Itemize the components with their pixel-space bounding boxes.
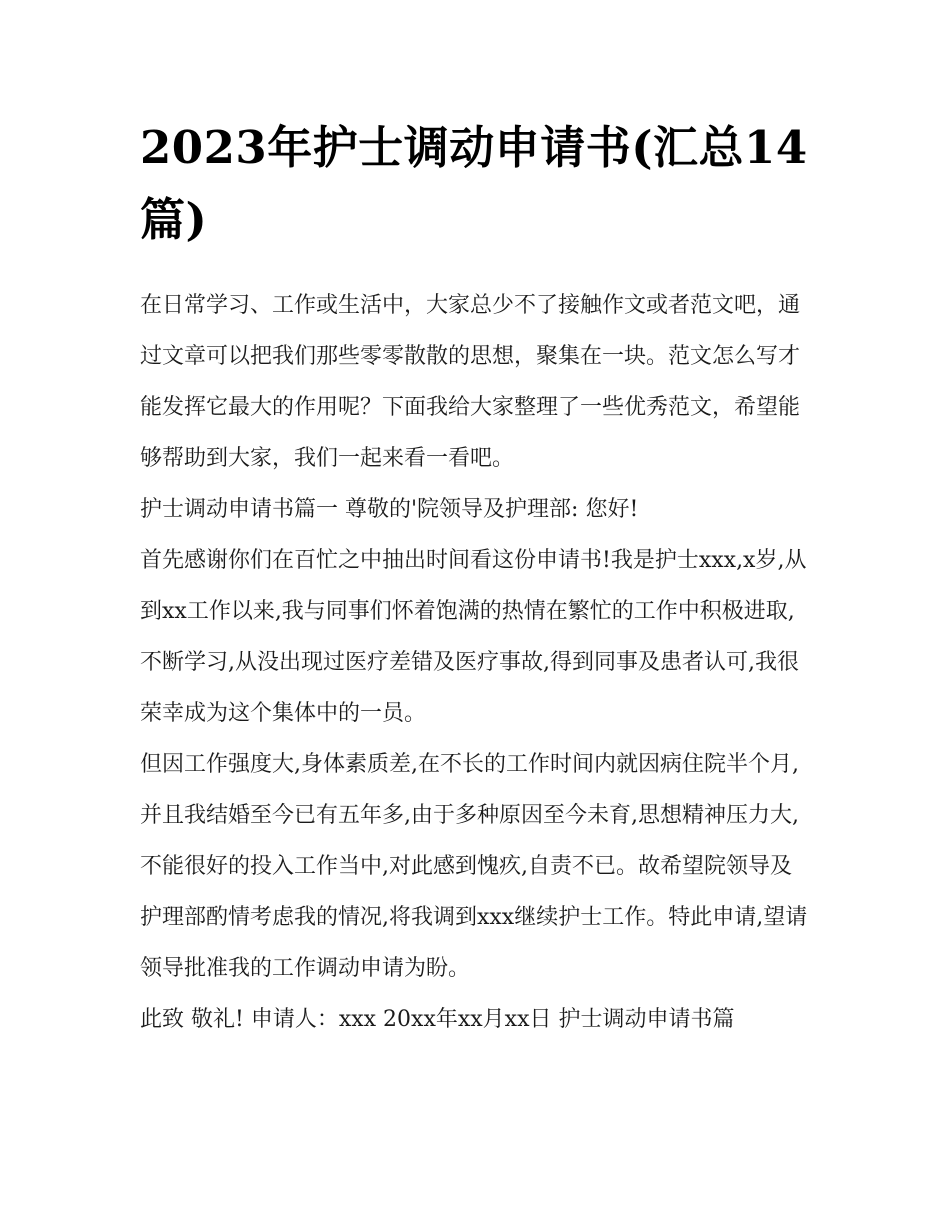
intro-paragraph: 在日常学习、工作或生活中，大家总少不了接触作文或者范文吧，通过文章可以把我们那些零零散散的思想，聚集在一块。范文怎么写才能发挥它最大的作用呢？下面我给大家整理了一些优秀范文，希望能够帮助到大家，我们一起来看一看吧。 bbox=[140, 293, 801, 471]
body-paragraph-1: 首先感谢你们在百忙之中抽出时间看这份申请书!我是护士xxx,x岁,从到xx工作以来,我与同事们怀着饱满的热情在繁忙的工作中积极进取,不断学习,从没出现过医疗差错及医疗事故,得到同事及患者认可,我很荣幸成为这个集体中的一员。 bbox=[140, 548, 807, 726]
salutation-paragraph: 护士调动申请书篇一 尊敬的'院领导及护理部: 您好! bbox=[140, 497, 639, 522]
body-paragraph-2: 但因工作强度大,身体素质差,在不长的工作时间内就因病住院半个月,并且我结婚至今已有五年多,由于多种原因至今未育,思想精神压力大,不能很好的投入工作当中,对此感到愧疚,自责不已。故希望院领导及护理部酌情考虑我的情况,将我调到xxx继续护士工作。特此申请,望请领导批准我的工作调动申请为盼。 bbox=[140, 752, 808, 981]
closing-paragraph: 此致 敬礼! 申请人：xxx 20xx年xx月xx日 护士调动申请书篇 bbox=[140, 1007, 735, 1032]
document-page bbox=[140, 112, 812, 1045]
document-title: 2023年护士调动申请书(汇总14篇) bbox=[140, 121, 808, 246]
